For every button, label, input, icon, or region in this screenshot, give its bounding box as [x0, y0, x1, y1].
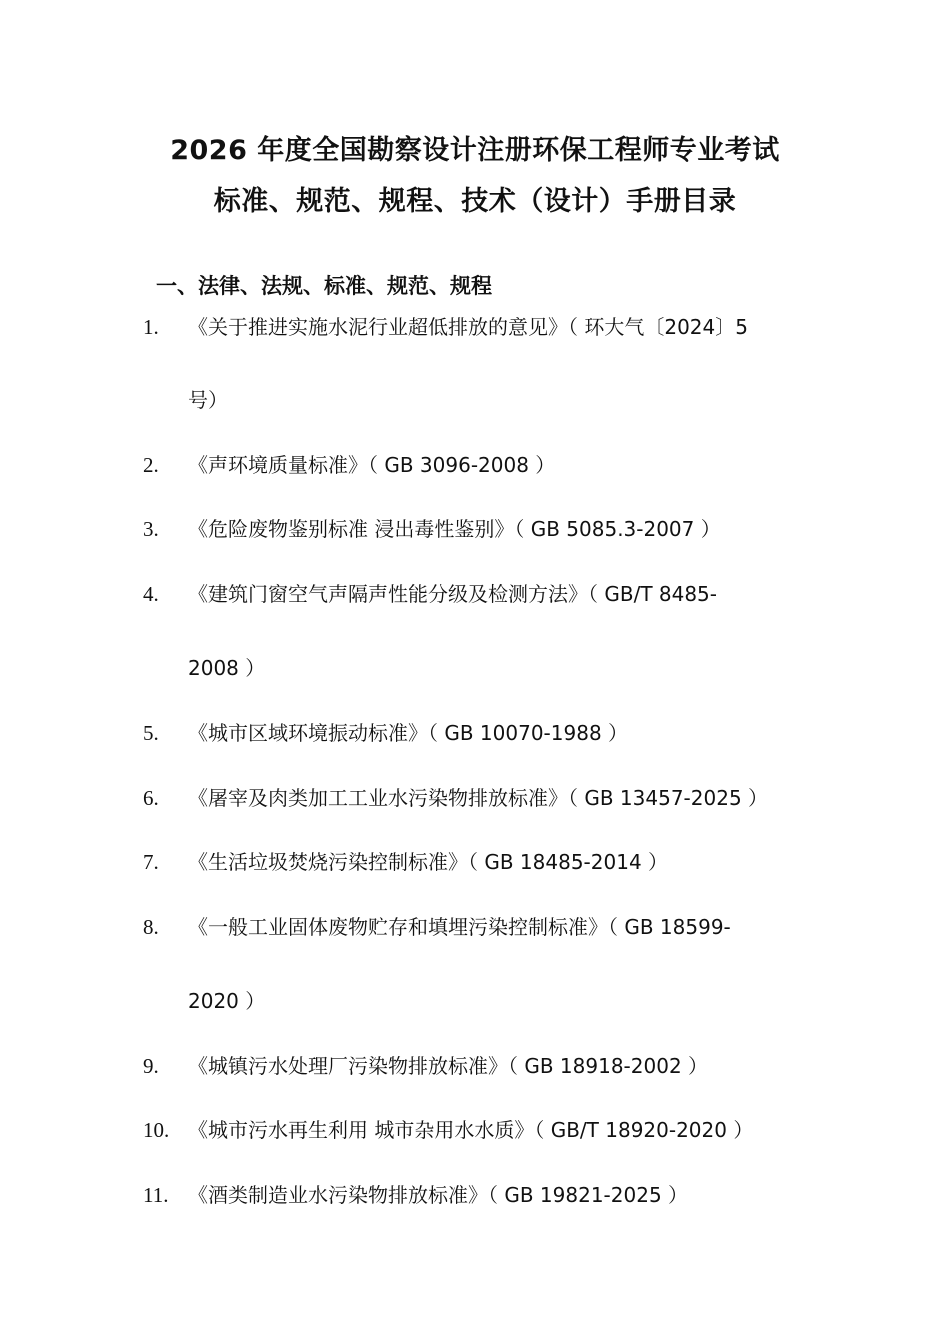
document-title-line-2: 标准、规范、规程、技术（设计）手册目录: [213, 186, 737, 217]
list-item-text: 《建筑门窗空气声隔声性能分级及检测方法》（ GB/T 8485-: [188, 582, 718, 606]
list-item-text: 《城市区域环境振动标准》（ GB 10070-1988 ）: [188, 721, 629, 745]
list-item-text: 《一般工业固体废物贮存和填埋污染控制标准》（ GB 18599-: [188, 915, 731, 939]
list-item-text: 《酒类制造业水污染物排放标准》（ GB 19821-2025 ）: [188, 1183, 689, 1207]
list-item-text: 《危险废物鉴别标准 浸出毒性鉴别》（ GB 5085.3-2007 ）: [188, 517, 721, 541]
list-item-number: 8.: [143, 915, 159, 939]
document-title-line-1: 2026 年度全国勘察设计注册环保工程师专业考试: [170, 135, 780, 166]
list-item-text-continued: 2008 ）: [188, 656, 266, 680]
list-item-number: 11.: [143, 1183, 169, 1207]
section-heading: 一、法律、法规、标准、规范、规程: [156, 274, 492, 298]
list-item-text: 《屠宰及肉类加工工业水污染物排放标准》（ GB 13457-2025 ）: [188, 786, 769, 810]
list-item-number: 7.: [143, 850, 159, 874]
list-item-text: 《生活垃圾焚烧污染控制标准》（ GB 18485-2014 ）: [188, 850, 669, 874]
list-item-number: 6.: [143, 786, 159, 810]
list-item-number: 2.: [143, 453, 159, 477]
list-item-text: 《城市污水再生利用 城市杂用水水质》（ GB/T 18920-2020 ）: [188, 1118, 754, 1142]
list-item-text: 《城镇污水处理厂污染物排放标准》（ GB 18918-2002 ）: [188, 1054, 709, 1078]
list-item-number: 1.: [143, 315, 159, 339]
list-item-number: 10.: [143, 1118, 170, 1142]
list-item-text: 《关于推进实施水泥行业超低排放的意见》（ 环大气〔2024〕5: [188, 315, 748, 339]
list-item-text-continued: 号）: [188, 388, 228, 412]
list-item-text: 《声环境质量标准》（ GB 3096-2008 ）: [188, 453, 556, 477]
list-item-number: 4.: [143, 582, 159, 606]
list-item-number: 3.: [143, 517, 159, 541]
list-item-number: 5.: [143, 721, 159, 745]
list-item-number: 9.: [143, 1054, 159, 1078]
list-item-text-continued: 2020 ）: [188, 989, 266, 1013]
